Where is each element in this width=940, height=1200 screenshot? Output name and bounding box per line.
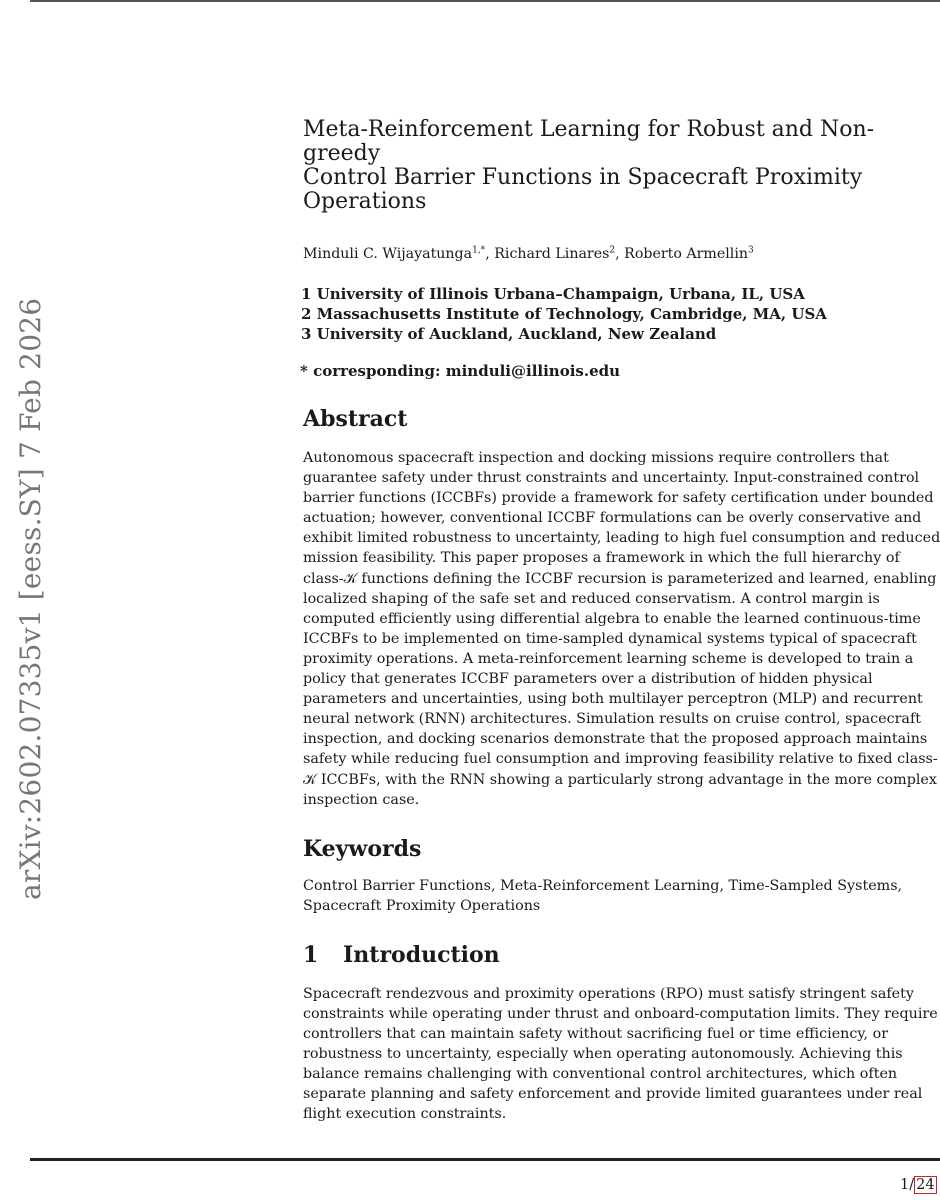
section-title: Introduction [343,941,500,968]
section-heading-introduction [303,942,940,968]
affiliation-item: 2 Massachusetts Institute of Technology, Cambridge, MA, USA [301,305,827,323]
affiliation-list [301,284,940,344]
page-number [900,1176,937,1194]
author-sep: , [615,246,625,262]
page-current: 1/ [900,1177,915,1193]
introduction-text: Spacecraft rendezvous and proximity operations (RPO) must satisfy stringent safety constraints while operating under thrust and onboard-computation limits. They require controllers that can maintain safety without sacrificing fuel or time efficiency, or robustness to uncertainty, especially when operating autonomously. Achieving this balance remains challenging with conventional control architectures, which often separate planning and safety enforcement and provide limited guarantees under real flight execution constraints. [303,985,938,1123]
paper-title [303,118,940,214]
arxiv-identifier[interactable]: arXiv:2602.07335v1 [eess.SY] 7 Feb 2026 [14,297,47,900]
paper-content [300,117,940,1125]
abstract-text: Autonomous spacecraft inspection and docking missions require controllers that guarantee safety under thrust constraints and uncertainty. Input-constrained control barrier functions (ICCBFs) provide a framework for safety certification under bounded actuation; however, conventional ICCBF formulations can be overly conservative and exhibit limited robustness to uncertainty, leading to high fuel consumption and reduced mission feasibility. This paper proposes a framework in which the full hierarchy of class-𝒦 functions defining the ICCBF recursion is parameterized and learned, enabling localized shaping of the safe set and reduced conservatism. A control margin is computed efficiently using differential algebra to enable the learned continuous-time ICCBFs to be implemented on time-sampled dynamical systems typical of spacecraft proximity operations. A meta-reinforcement learning scheme is developed to train a policy that generates ICCBF parameters over a distribution of hidden physical parameters and uncertainties, using both multilayer perceptron (MLP) and recurrent neural network (RNN) architectures. Simulation results on cruise control, spacecraft inspection, and docking scenarios demonstrate that the proposed approach maintains safety while reducing fuel consumption and improving feasibility relative to fixed class-𝒦 ICCBFs, with the RNN showing a particularly strong advantage in the more complex inspection case. [303,450,940,808]
title-line-1: Meta-Reinforcement Learning for Robust and Non-greedy [303,117,875,166]
affiliation-item: 3 University of Auckland, Auckland, New Zealand [301,325,717,343]
author-name: Richard Linares [494,246,610,262]
author-sep: , [485,246,495,262]
author-affil-mark: 1,* [472,245,486,256]
abstract-heading: Abstract [303,406,408,432]
keywords-heading: Keywords [303,835,422,862]
top-rule [30,0,940,2]
footer-rule [30,1158,940,1161]
keywords-text: Control Barrier Functions, Meta-Reinforcement Learning, Time-Sampled Systems, Spacecraft Proximity Operations [303,877,903,914]
author-list [303,244,940,264]
page-total-link[interactable]: 24 [916,1177,935,1193]
corresponding-author: * corresponding: minduli@illinois.edu [300,362,621,380]
author-name: Minduli C. Wijayatunga [303,246,473,262]
title-line-2: Control Barrier Functions in Spacecraft Proximity Operations [303,165,863,214]
author-name: Roberto Armellin [624,246,749,262]
affiliation-item: 1 University of Illinois Urbana–Champaign, Urbana, IL, USA [301,285,805,303]
section-number: 1 [303,941,319,968]
author-affil-mark: 3 [748,245,754,256]
author-affil-mark: 2 [609,245,616,256]
